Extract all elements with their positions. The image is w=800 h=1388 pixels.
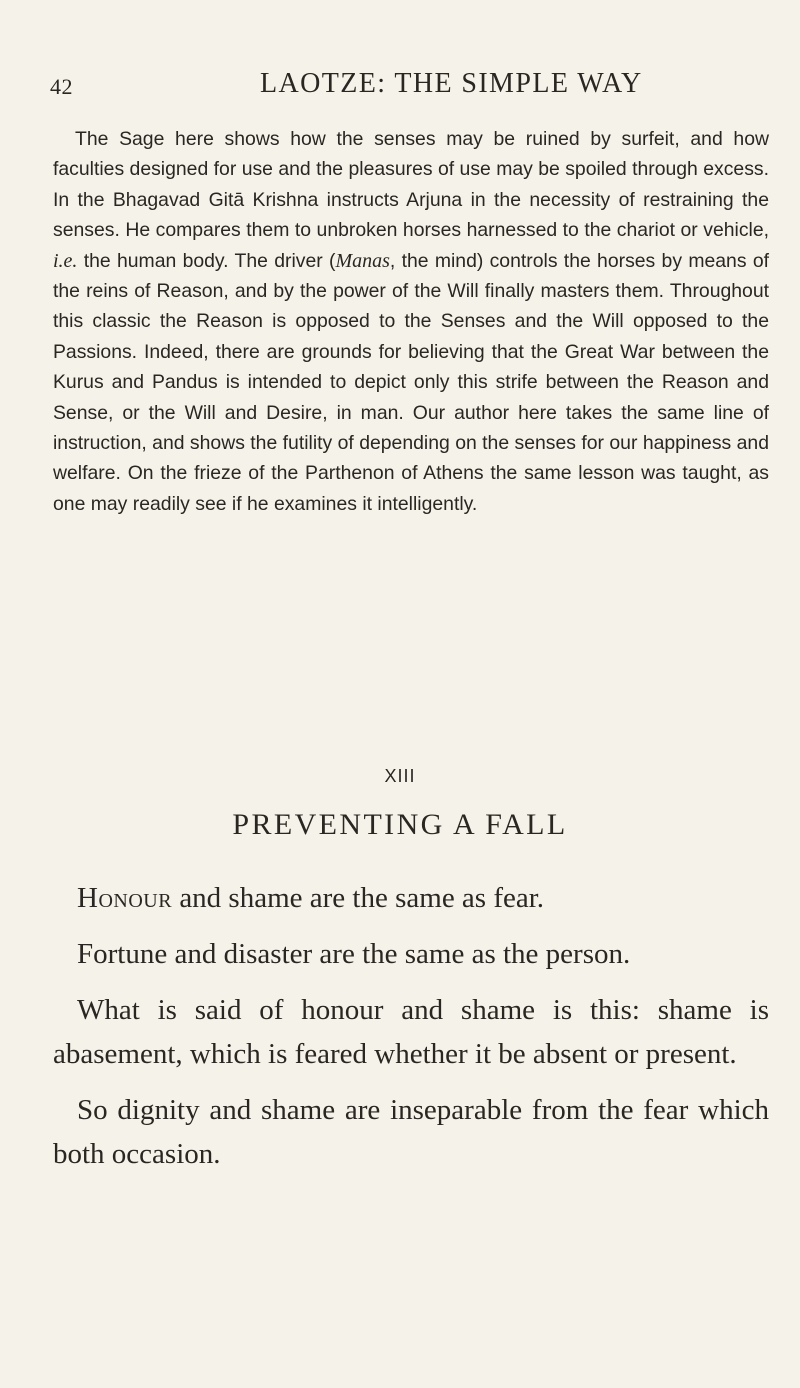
verse-text: Fortune and disaster are the same as the person. (77, 938, 631, 970)
page-number: 42 (50, 74, 73, 99)
running-head: LAOTZE: THE SIMPLE WAY (260, 68, 643, 99)
verse-text: So dignity and shame are inseparable from the fear which both occasion. (53, 1094, 769, 1170)
commentary-part-3: , the mind) controls the horses by means of the reins of Reason, and by the power of the Will finally masters them. Throughout this classic the Reason is opposed to the Senses and the Will opposed to the Passions. Indeed, there are grounds for believing that the Great War between the Kurus and Pandus is intended to depict only this strife between the Reason and Sense, or the Will and Desire, in man. Our author here takes the same line of instruction, and shows the futility of depending on the senses for our happiness and welfare. On the frieze of the Parthenon of Athens the same lesson was taught, as one may readily see if he examines it intelligently. (53, 249, 769, 515)
verse-text: What is said of honour and shame is this: shame is abasement, which is feared whether it be absent or present. (53, 994, 769, 1070)
chapter-number: XIII (384, 766, 416, 786)
verse-item (53, 1088, 769, 1176)
verse-list (53, 876, 769, 1188)
commentary-paragraph (53, 124, 769, 519)
verse-item (53, 932, 769, 976)
verse-text: and shame are the same as fear. (172, 882, 545, 914)
verse-item (53, 876, 769, 920)
page-header (50, 66, 770, 106)
commentary-italic-manas: Manas (335, 249, 390, 272)
commentary-italic-ie: i.e. (53, 249, 78, 272)
commentary-part-2: the human body. The driver ( (77, 249, 336, 272)
verse-lead: Honour (77, 882, 173, 914)
commentary-part-1: The Sage here shows how the senses may be ruined by surfeit, and how faculties designed for use and the pleasures of use may be spoiled through excess. In the Bhagavad Gitā Krishna instructs Arjuna in the necessity of restraining the senses. He compares them to unbroken horses harnessed to the chariot or vehicle, (53, 128, 769, 242)
chapter-title: PREVENTING A FALL (232, 808, 568, 841)
commentary-text (53, 124, 769, 519)
verse-item (53, 988, 769, 1076)
